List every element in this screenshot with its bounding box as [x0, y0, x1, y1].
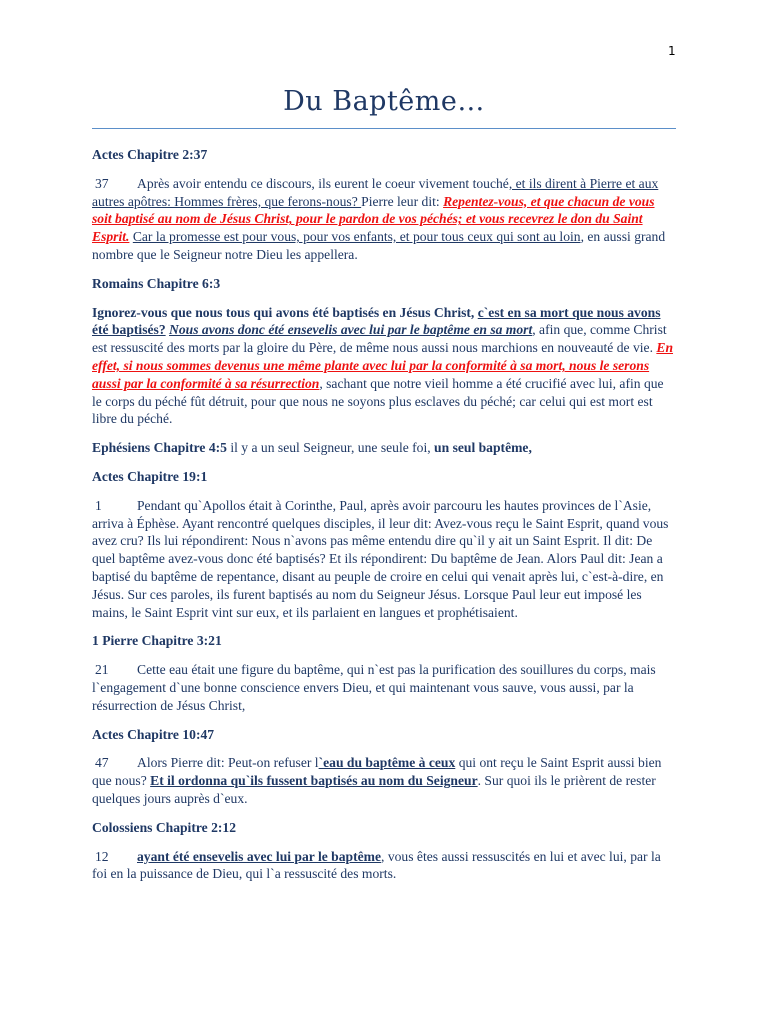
verse-text-bold-underlined: ayant été ensevelis avec lui par le baptême: [137, 848, 382, 864]
verse-text: il y a un seul Seigneur, une seule foi,: [226, 440, 435, 456]
verse-romains-6-3: [92, 304, 676, 429]
verse-text: Alors Pierre dit: Peut-on refuser l: [137, 755, 319, 771]
verse-number: 37: [95, 175, 109, 191]
verse-text-underlined: Car la promesse est pour vous, pour vos enfants, et pour tous ceux qui sont au loin: [132, 229, 581, 245]
title-divider: [92, 128, 676, 129]
verse-text-bold-underlined: `eau du baptême à ceux: [318, 755, 456, 771]
page-number: 1: [668, 44, 676, 58]
section-heading-actes-2-37: Actes Chapitre 2:37: [92, 147, 208, 162]
verse-text: , en aussi grand nombre que le Seigneur notre Dieu les appellera.: [92, 229, 666, 262]
section-heading-1-pierre-3-21: 1 Pierre Chapitre 3:21: [92, 633, 222, 649]
verse-text-bold: Ignorez-vous que nous tous qui avons été baptisés en Jésus Christ,: [92, 304, 478, 320]
verse-text-bold: un seul baptême,: [434, 440, 532, 456]
verse-text: . Sur quoi ils le prièrent de rester quelques jours auprès d`eux.: [92, 773, 656, 806]
verse-text: , afin que, comme Christ est ressuscité des morts par la gloire du Père, de même nous aussi nous marchions en nouveauté de vie.: [92, 322, 667, 356]
verse-emphasis-red: En effet, si nous sommes devenus une même plante avec lui par la conformité à sa mort, nous le serons aussi par la conformité à sa résurrection: [92, 340, 674, 391]
section-heading-ephesiens-4-5: Ephésiens Chapitre 4:5: [92, 440, 227, 456]
section-heading-actes-19-1: Actes Chapitre 19:1: [92, 468, 208, 484]
verse-text: , sachant que notre vieil homme a été crucifié avec lui, afin que le corps du péché fût détruit, pour que nous ne soyons plus esclaves du péché; car celui qui est mort est libre du péché.: [92, 375, 664, 427]
verse-text-bold-underlined: c`est en sa mort que nous avons été baptisés?: [92, 304, 661, 338]
verse-text-underlined: , et ils dirent à Pierre et aux autres apôtres: Hommes frères, que ferons-nous?: [92, 175, 659, 209]
verse-text: Pendant qu`Apollos était à Corinthe, Paul, après avoir parcouru les hautes provinces de l`Asie, arriva à Éphèse. Ayant rencontré quelques disciples, il leur dit: Avez-vous reçu le Saint Esprit, quand vous avez cru? Ils lui répondirent: Nous n`avons pas même entendu dire qu`il y ait un Saint Esprit. Il dit: De quel baptême avez-vous donc été baptisés? Et ils répondirent: Du baptême de Jean. Alors Paul dit: Jean a baptisé du baptême de repentance, disant au peuple de croire en celui qui venait après lui, c`est-à-dire, en Jésus. Sur ces paroles, ils furent baptisés au nom du Seigneur Jésus. Lorsque Paul leur eut imposé les mains, le Saint Esprit vint sur eux, et ils parlaient en langues et prophétisaient.: [92, 497, 669, 620]
verse-text: qui ont reçu le Saint Esprit aussi bien que nous?: [92, 755, 662, 789]
verse-number: 12: [95, 848, 109, 864]
verse-actes-10-47: [92, 754, 676, 807]
verse-text: Cette eau était une figure du baptême, qui n`est pas la purification des souillures du corps, mais l`engagement d`une bonne conscience envers Dieu, et qui maintenant vous sauve, vous aussi, par la résurrection de Jésus Christ,: [92, 662, 656, 713]
verse-number: 21: [95, 662, 109, 678]
verse-text: , vous êtes aussi ressuscités en lui et avec lui, par la foi en la puissance de Dieu, qui l`a ressuscité des morts.: [92, 848, 661, 882]
document-body: [92, 146, 676, 894]
verse-text-bold-italic: Nous avons donc été ensevelis avec lui par le baptême en sa mort: [169, 322, 533, 338]
page-title: Du Baptême…: [283, 86, 485, 117]
section-heading-romains-6-3: Romains Chapitre 6:3: [92, 275, 221, 291]
verse-emphasis-red: Repentez-vous, et que chacun de vous soit baptisé au nom de Jésus Christ, pour le pardon de vos péchés; et vous recevrez le don du Saint Esprit.: [92, 193, 655, 245]
verse-colossiens-2-12: [92, 848, 676, 884]
verse-1-pierre-3-21: [92, 661, 676, 714]
verse-number: 1: [95, 497, 102, 513]
section-heading-actes-10-47: Actes Chapitre 10:47: [92, 726, 215, 742]
verse-text: Pierre leur dit:: [361, 193, 444, 209]
section-heading-colossiens-2-12: Colossiens Chapitre 2:12: [92, 819, 237, 835]
verse-number: 47: [95, 755, 109, 771]
verse-text: Après avoir entendu ce discours, ils eurent le coeur vivement touché: [137, 175, 509, 191]
verse-actes-19-1: [92, 497, 676, 622]
verse-actes-2-37: [92, 175, 676, 264]
verse-text-bold-underlined: Et il ordonna qu`ils fussent baptisés au nom du Seigneur: [150, 773, 478, 789]
verse-ephesiens-4-5: [92, 439, 676, 457]
